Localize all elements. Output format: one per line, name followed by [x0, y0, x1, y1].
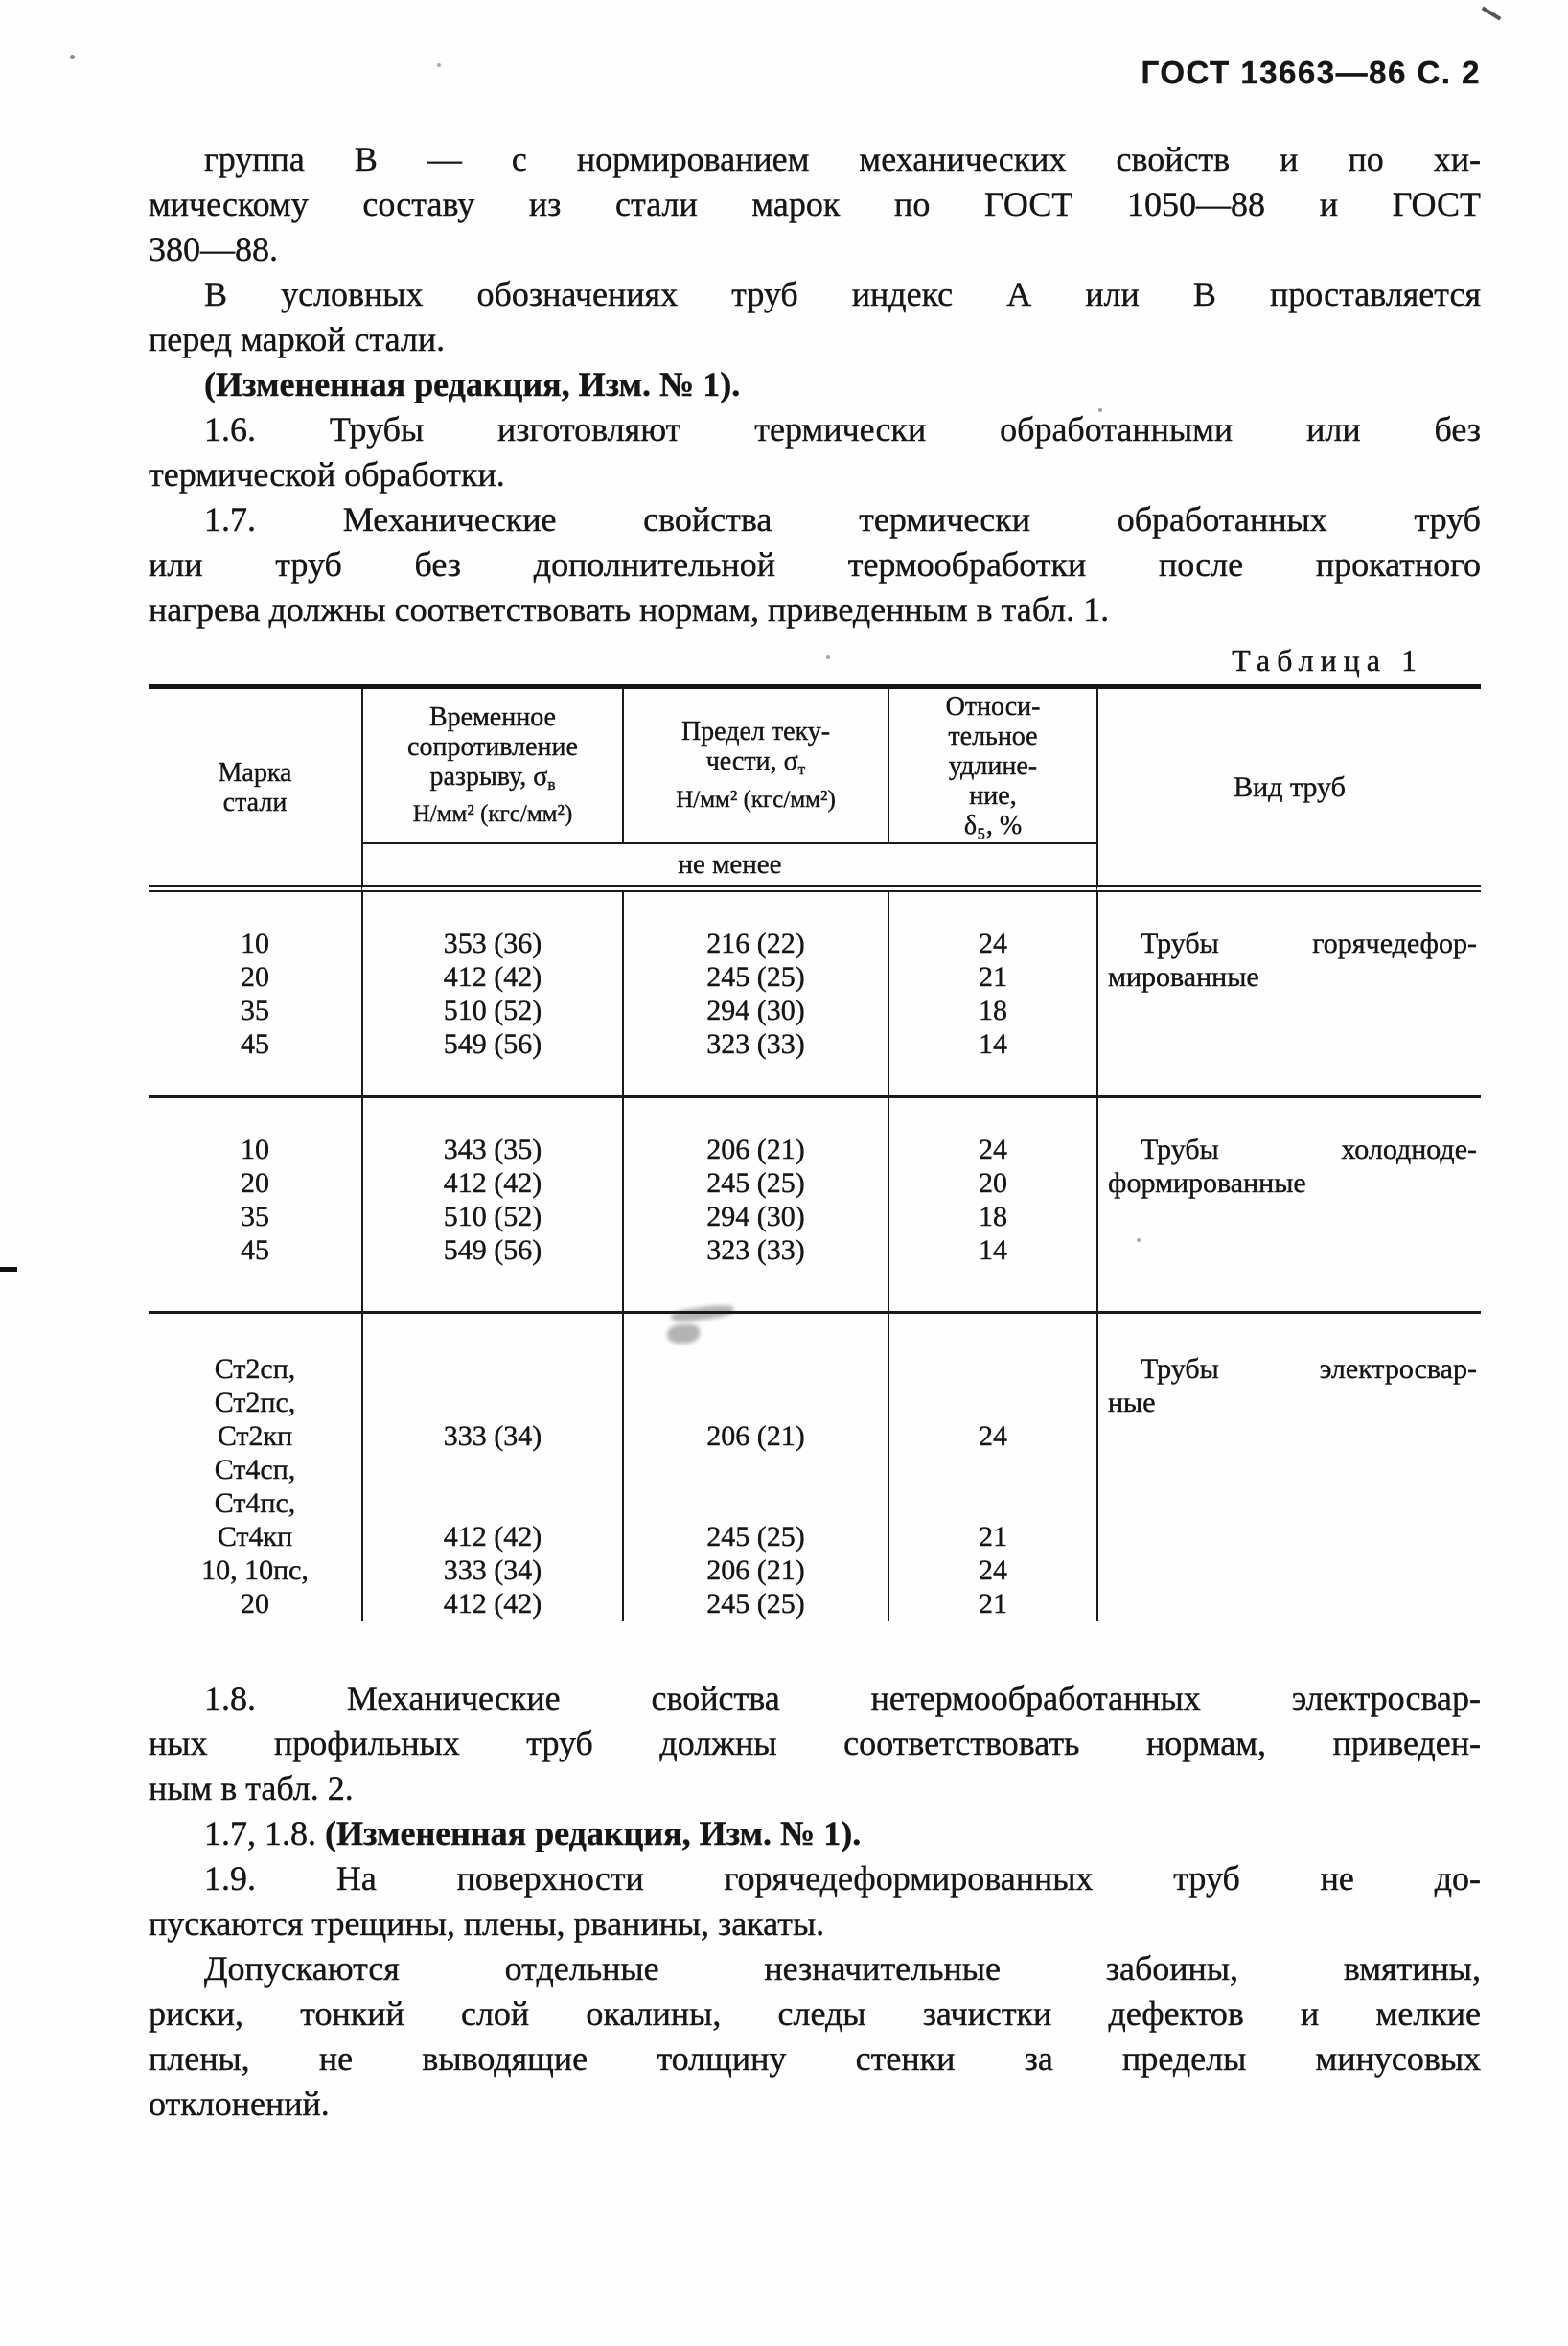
tensile-cell: 333 (34) 412 (42) 333 (34) 412 (42): [361, 1314, 622, 1621]
paragraph-designations: В условных обозначениях труб индекс А или В проставляется перед маркой стали.: [149, 275, 1481, 358]
document-number-header: ГОСТ 13663—86 С. 2: [1141, 55, 1481, 90]
table-caption: Таблица 1: [1232, 643, 1423, 678]
paragraph-allowed-defects: Допускаются отдельные незначительные забоины, вмятины, риски, тонкий слой окалины, следы зачистки дефектов и мелкие плены, не выводящие толщину стенки за пределы минусовых отклонений.: [149, 1949, 1481, 2123]
header-tensile-lines: Временное сопротивление: [407, 702, 578, 762]
yield-cell: 216 (22) 245 (25) 294 (30) 323 (33): [622, 892, 888, 1098]
header-steel-grade: Марка стали: [149, 689, 361, 892]
body-text-lower: [149, 1676, 1481, 2127]
mechanical-properties-table: [149, 684, 1481, 1621]
paragraph-1-6: 1.6. Трубы изготовляют термически обработанными или без термической обработки.: [149, 410, 1481, 494]
header-tensile-strength: [361, 689, 622, 842]
subheader-not-less-than: не менее: [361, 842, 1096, 892]
body-text: [149, 137, 1481, 632]
paragraph-amended-note-2: 1.7, 1.8. (Измененная редакция, Изм. № 1).: [204, 1814, 862, 1852]
paragraph-1-8: 1.8. Механические свойства нетермообработанных электросвар- ных профильных труб должны соответствовать нормам, приведен- ным в табл. 2.: [149, 1679, 1481, 1807]
header-tensile-units: Н/мм² (кгс/мм²): [412, 801, 573, 828]
tensile-cell: 353 (36) 412 (42) 510 (52) 549 (56): [361, 892, 622, 1098]
margin-dash: [0, 1267, 17, 1272]
grade-cell: 10 20 35 45: [149, 1098, 361, 1314]
tube-type-cell: Трубы электросвар- ные: [1096, 1314, 1481, 1621]
corner-mark: [1482, 6, 1502, 20]
yield-cell: 206 (21) 245 (25) 206 (21) 245 (25): [622, 1314, 888, 1621]
header-yield-sigma: чести, σт: [705, 747, 806, 779]
header-yield-strength: [622, 689, 888, 842]
elongation-cell: 24 20 18 14: [888, 1098, 1096, 1314]
grade-cell: 10 20 35 45: [149, 892, 361, 1098]
tensile-cell: 343 (35) 412 (42) 510 (52) 549 (56): [361, 1098, 622, 1314]
header-yield-units: Н/мм² (кгс/мм²): [676, 786, 836, 813]
elongation-cell: 24 21 18 14: [888, 892, 1096, 1098]
tube-type-cell: Трубы горячедефор- мированные: [1096, 892, 1481, 1098]
grade-cell: Ст2сп, Ст2пс, Ст2кп Ст4сп, Ст4пс, Ст4кп 10, 10пс, 20: [201, 1353, 309, 1620]
header-yield-lines: Предел теку-: [680, 717, 831, 748]
paragraph-1-7: 1.7. Механические свойства термически обработанных труб или труб без дополнительной термообработки после прокатного нагрева должны соответствовать нормам, приведенным в табл. 1.: [149, 500, 1481, 629]
ink-speck: [70, 55, 75, 59]
header-elongation: Относи- тельное удлине- ние, δ₅, %: [888, 689, 1096, 842]
page-content: [149, 0, 1481, 2127]
paragraph-1-9: 1.9. На поверхности горячедеформированных труб не до- пускаются трещины, плены, рванины, закаты.: [149, 1859, 1481, 1943]
header-tensile-sigma: разрыву, σв: [429, 761, 556, 794]
yield-cell: 206 (21) 245 (25) 294 (30) 323 (33): [622, 1098, 888, 1314]
tube-type-cell: Трубы холодноде- формированные: [1096, 1098, 1481, 1314]
paragraph-group-b: группа В — с нормированием механических свойств и по хи- мическому составу из стали марок по ГОСТ 1050—88 и ГОСТ 380—88.: [149, 140, 1481, 268]
paragraph-amended-note: (Измененная редакция, Изм. № 1).: [204, 365, 741, 403]
header-tube-type: Вид труб: [1096, 689, 1481, 892]
elongation-cell: 24 21 24 21: [888, 1314, 1096, 1621]
